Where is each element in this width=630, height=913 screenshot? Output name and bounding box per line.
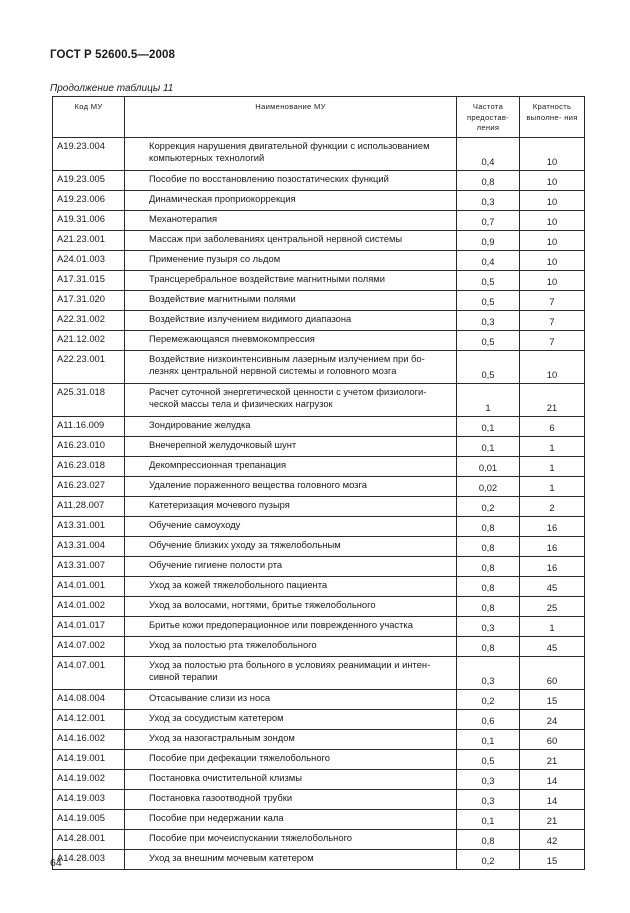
cell-multiplicity: 10	[520, 190, 585, 210]
cell-frequency: 0,5	[457, 290, 520, 310]
cell-name: Декомпрессионная трепанация	[125, 456, 457, 476]
cell-frequency: 0,3	[457, 310, 520, 330]
cell-code: A14.19.001	[53, 749, 125, 769]
cell-code: A11.16.009	[53, 416, 125, 436]
cell-name: Трансцеребральное воздействие магнитными полями	[125, 270, 457, 290]
cell-multiplicity: 25	[520, 596, 585, 616]
cell-code: A14.16.002	[53, 729, 125, 749]
cell-code: A16.23.027	[53, 476, 125, 496]
cell-multiplicity: 42	[520, 829, 585, 849]
cell-frequency: 0,1	[457, 436, 520, 456]
table-row	[53, 137, 585, 170]
cell-frequency: 0,01	[457, 456, 520, 476]
cell-multiplicity: 21	[520, 383, 585, 416]
table-row	[53, 516, 585, 536]
table-row	[53, 436, 585, 456]
cell-frequency: 0,3	[457, 616, 520, 636]
table-row	[53, 496, 585, 516]
cell-name: Обучение близких уходу за тяжелобольным	[125, 536, 457, 556]
cell-multiplicity: 1	[520, 456, 585, 476]
table-row	[53, 749, 585, 769]
table-body	[53, 137, 585, 869]
cell-name: Пособие при мочеиспускании тяжелобольного	[125, 829, 457, 849]
cell-code: A14.19.002	[53, 769, 125, 789]
table-row	[53, 556, 585, 576]
cell-name: Коррекция нарушения двигательной функции с использованием компьютерных технологий	[125, 137, 457, 170]
cell-multiplicity: 21	[520, 809, 585, 829]
cell-multiplicity: 2	[520, 496, 585, 516]
table-row	[53, 210, 585, 230]
cell-name: Уход за волосами, ногтями, бритье тяжелобольного	[125, 596, 457, 616]
cell-frequency: 0,3	[457, 789, 520, 809]
cell-code: A14.28.001	[53, 829, 125, 849]
cell-frequency: 0,2	[457, 496, 520, 516]
cell-name: Уход за внешним мочевым катетером	[125, 849, 457, 869]
cell-code: A25.31.018	[53, 383, 125, 416]
cell-frequency: 0,3	[457, 190, 520, 210]
cell-multiplicity: 24	[520, 709, 585, 729]
table-row	[53, 576, 585, 596]
cell-name: Удаление пораженного вещества головного мозга	[125, 476, 457, 496]
cell-frequency: 0,5	[457, 350, 520, 383]
cell-code: A14.01.002	[53, 596, 125, 616]
cell-code: A21.23.001	[53, 230, 125, 250]
cell-code: A14.07.001	[53, 656, 125, 689]
mu-table	[52, 96, 585, 870]
cell-multiplicity: 1	[520, 476, 585, 496]
table-row	[53, 729, 585, 749]
cell-name: Пособие при дефекации тяжелобольного	[125, 749, 457, 769]
cell-frequency: 0,3	[457, 656, 520, 689]
document-header: ГОСТ Р 52600.5—2008	[50, 49, 175, 61]
cell-multiplicity: 45	[520, 576, 585, 596]
table-row	[53, 290, 585, 310]
cell-frequency: 0,8	[457, 170, 520, 190]
cell-code: A19.31.006	[53, 210, 125, 230]
cell-multiplicity: 7	[520, 290, 585, 310]
cell-frequency: 0,02	[457, 476, 520, 496]
cell-name: Обучение гигиене полости рта	[125, 556, 457, 576]
cell-frequency: 0,4	[457, 250, 520, 270]
cell-frequency: 0,8	[457, 596, 520, 616]
table-row	[53, 636, 585, 656]
cell-code: A17.31.020	[53, 290, 125, 310]
cell-code: A22.31.002	[53, 310, 125, 330]
table-row	[53, 456, 585, 476]
cell-code: A16.23.018	[53, 456, 125, 476]
table-row	[53, 310, 585, 330]
cell-code: A24.01.003	[53, 250, 125, 270]
table-row	[53, 536, 585, 556]
column-header-multiplicity: Кратность выполне- ния	[520, 97, 585, 138]
cell-name: Уход за назогастральным зондом	[125, 729, 457, 749]
cell-code: A19.23.004	[53, 137, 125, 170]
table-row	[53, 330, 585, 350]
cell-frequency: 1	[457, 383, 520, 416]
cell-frequency: 0,5	[457, 330, 520, 350]
cell-code: A22.23.001	[53, 350, 125, 383]
cell-frequency: 0,2	[457, 849, 520, 869]
table-row	[53, 709, 585, 729]
cell-code: A14.28.003	[53, 849, 125, 869]
table-row	[53, 616, 585, 636]
cell-frequency: 0,9	[457, 230, 520, 250]
table-row	[53, 789, 585, 809]
cell-code: A17.31.015	[53, 270, 125, 290]
cell-multiplicity: 21	[520, 749, 585, 769]
cell-code: A14.08.004	[53, 689, 125, 709]
cell-name: Отсасывание слизи из носа	[125, 689, 457, 709]
table-row	[53, 190, 585, 210]
cell-frequency: 0,7	[457, 210, 520, 230]
cell-name: Внечерепной желудочковый шунт	[125, 436, 457, 456]
table-row	[53, 689, 585, 709]
cell-code: A14.07.002	[53, 636, 125, 656]
table-row	[53, 230, 585, 250]
table-row	[53, 350, 585, 383]
cell-frequency: 0,8	[457, 516, 520, 536]
cell-frequency: 0,6	[457, 709, 520, 729]
cell-code: A16.23.010	[53, 436, 125, 456]
cell-multiplicity: 10	[520, 270, 585, 290]
table-row	[53, 829, 585, 849]
cell-name: Пособие при недержании кала	[125, 809, 457, 829]
table-row	[53, 596, 585, 616]
cell-name: Уход за полостью рта тяжелобольного	[125, 636, 457, 656]
table-row	[53, 476, 585, 496]
cell-name: Воздействие низкоинтенсивным лазерным излучением при бо- лезнях центральной нервной системы и головного мозга	[125, 350, 457, 383]
cell-multiplicity: 16	[520, 536, 585, 556]
cell-code: A21.12.002	[53, 330, 125, 350]
table-row	[53, 250, 585, 270]
cell-name: Массаж при заболеваниях центральной нервной системы	[125, 230, 457, 250]
cell-multiplicity: 10	[520, 230, 585, 250]
cell-multiplicity: 14	[520, 769, 585, 789]
cell-multiplicity: 7	[520, 330, 585, 350]
cell-name: Постановка газоотводной трубки	[125, 789, 457, 809]
cell-multiplicity: 10	[520, 250, 585, 270]
cell-multiplicity: 16	[520, 516, 585, 536]
cell-multiplicity: 16	[520, 556, 585, 576]
cell-code: A13.31.001	[53, 516, 125, 536]
cell-name: Постановка очистительной клизмы	[125, 769, 457, 789]
table-row	[53, 769, 585, 789]
cell-frequency: 0,2	[457, 689, 520, 709]
cell-multiplicity: 15	[520, 849, 585, 869]
cell-multiplicity: 10	[520, 170, 585, 190]
cell-name: Динамическая проприокоррекция	[125, 190, 457, 210]
cell-code: A13.31.004	[53, 536, 125, 556]
cell-frequency: 0,8	[457, 829, 520, 849]
cell-code: A14.12.001	[53, 709, 125, 729]
cell-name: Расчет суточной энергетической ценности с учетом физиологи- ческой массы тела и физических нагрузок	[125, 383, 457, 416]
cell-code: A19.23.005	[53, 170, 125, 190]
cell-frequency: 0,1	[457, 729, 520, 749]
table-header-row	[53, 97, 585, 138]
cell-name: Уход за полостью рта больного в условиях реанимации и интен- сивной терапии	[125, 656, 457, 689]
cell-code: A14.19.005	[53, 809, 125, 829]
cell-name: Перемежающаяся пневмокомпрессия	[125, 330, 457, 350]
table-row	[53, 416, 585, 436]
cell-multiplicity: 14	[520, 789, 585, 809]
cell-frequency: 0,4	[457, 137, 520, 170]
cell-multiplicity: 1	[520, 436, 585, 456]
cell-multiplicity: 60	[520, 656, 585, 689]
column-header-code: Код МУ	[53, 97, 125, 138]
cell-multiplicity: 10	[520, 210, 585, 230]
cell-frequency: 0,1	[457, 809, 520, 829]
cell-name: Уход за кожей тяжелобольного пациента	[125, 576, 457, 596]
cell-frequency: 0,8	[457, 576, 520, 596]
cell-code: A14.01.017	[53, 616, 125, 636]
column-header-frequency: Частота предостав- ления	[457, 97, 520, 138]
cell-multiplicity: 60	[520, 729, 585, 749]
cell-code: A11.28.007	[53, 496, 125, 516]
cell-name: Уход за сосудистым катетером	[125, 709, 457, 729]
table-row	[53, 809, 585, 829]
cell-code: A14.01.001	[53, 576, 125, 596]
table-caption: Продолжение таблицы 11	[50, 83, 174, 94]
cell-name: Зондирование желудка	[125, 416, 457, 436]
cell-frequency: 0,8	[457, 536, 520, 556]
cell-name: Пособие по восстановлению позостатических функций	[125, 170, 457, 190]
table-row	[53, 656, 585, 689]
cell-frequency: 0,8	[457, 636, 520, 656]
cell-multiplicity: 10	[520, 137, 585, 170]
table-row	[53, 849, 585, 869]
cell-multiplicity: 6	[520, 416, 585, 436]
cell-frequency: 0,1	[457, 416, 520, 436]
table-row	[53, 270, 585, 290]
cell-name: Обучение самоуходу	[125, 516, 457, 536]
page-number: 64	[50, 857, 62, 869]
cell-frequency: 0,3	[457, 769, 520, 789]
cell-multiplicity: 15	[520, 689, 585, 709]
cell-multiplicity: 45	[520, 636, 585, 656]
cell-name: Механотерапия	[125, 210, 457, 230]
table-row	[53, 383, 585, 416]
cell-name: Воздействие излучением видимого диапазона	[125, 310, 457, 330]
cell-code: A19.23.006	[53, 190, 125, 210]
cell-name: Бритье кожи предоперационное или поврежденного участка	[125, 616, 457, 636]
cell-code: A13.31.007	[53, 556, 125, 576]
cell-frequency: 0,5	[457, 270, 520, 290]
cell-frequency: 0,8	[457, 556, 520, 576]
table-row	[53, 170, 585, 190]
cell-frequency: 0,5	[457, 749, 520, 769]
column-header-name: Наименование МУ	[125, 97, 457, 138]
cell-multiplicity: 1	[520, 616, 585, 636]
cell-code: A14.19.003	[53, 789, 125, 809]
cell-multiplicity: 10	[520, 350, 585, 383]
cell-name: Воздействие магнитными полями	[125, 290, 457, 310]
cell-name: Катетеризация мочевого пузыря	[125, 496, 457, 516]
cell-multiplicity: 7	[520, 310, 585, 330]
cell-name: Применение пузыря со льдом	[125, 250, 457, 270]
